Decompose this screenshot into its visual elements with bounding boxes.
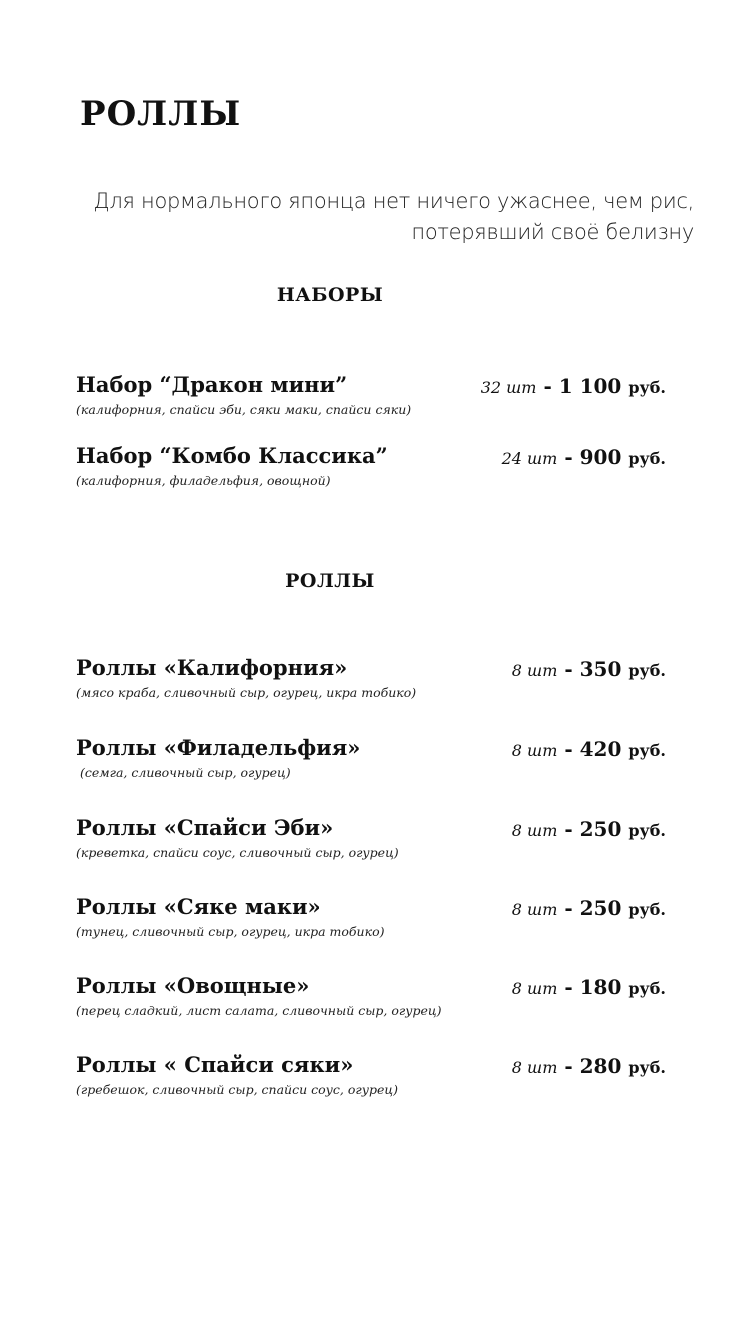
- menu-item-price: [512, 737, 666, 761]
- menu-item-price: [512, 817, 666, 841]
- menu-item: [76, 735, 666, 780]
- menu-item-price-value: 1 100: [558, 374, 622, 398]
- menu-item-description: (калифорния, спайси эби, сяки маки, спайси сяки): [76, 402, 412, 417]
- menu-item-name: Набор “Дракон мини”: [76, 372, 348, 397]
- menu-item-price-value: 280: [579, 1054, 622, 1078]
- menu-item-currency: руб.: [628, 821, 666, 840]
- menu-item-separator: -: [564, 445, 573, 469]
- menu-item: [76, 655, 666, 700]
- menu-item-price-value: 250: [579, 896, 622, 920]
- menu-item: [76, 1052, 666, 1097]
- menu-item-price: [512, 1054, 666, 1078]
- menu-item-description: (калифорния, филадельфия, овощной): [76, 473, 331, 488]
- menu-item-price: [512, 975, 666, 999]
- menu-item-name: Роллы «Филадельфия»: [76, 735, 361, 760]
- menu-item-price: [512, 896, 666, 920]
- menu-item-name: Роллы «Овощные»: [76, 973, 310, 998]
- menu-item-name: Набор “Комбо Классика”: [76, 443, 388, 468]
- menu-item-price: [502, 445, 666, 469]
- menu-item-price-value: 350: [579, 657, 622, 681]
- menu-item-description: (мясо краба, сливочный сыр, огурец, икра тобико): [76, 685, 417, 700]
- menu-item-description: (семга, сливочный сыр, огурец): [80, 765, 291, 780]
- page-quote: Для нормального японца нет ничего ужаснее, чем рис, потерявший своё белизну: [93, 189, 694, 244]
- menu-item-quantity: 32 шт: [480, 378, 537, 397]
- menu-item-quantity: 8 шт: [511, 821, 558, 840]
- menu-item-price: [481, 374, 666, 398]
- menu-item: [76, 443, 666, 488]
- menu-item-separator: -: [564, 896, 573, 920]
- menu-item-quantity: 8 шт: [511, 900, 558, 919]
- menu-item-currency: руб.: [628, 1058, 666, 1077]
- menu-item-price-value: 420: [579, 737, 622, 761]
- menu-item-description: (креветка, спайси соус, сливочный сыр, огурец): [76, 845, 399, 860]
- menu-item-name: Роллы «Спайси Эби»: [76, 815, 334, 840]
- menu-item-name: Роллы « Спайси сяки»: [76, 1052, 354, 1077]
- menu-item-separator: -: [543, 374, 552, 398]
- menu-item-currency: руб.: [628, 741, 666, 760]
- menu-item-separator: -: [564, 1054, 573, 1078]
- menu-item-name: Роллы «Калифорния»: [76, 655, 348, 680]
- menu-item-currency: руб.: [628, 661, 666, 680]
- menu-item-currency: руб.: [628, 900, 666, 919]
- menu-item-price-value: 180: [579, 975, 622, 999]
- menu-item-price: [512, 657, 666, 681]
- menu-item-quantity: 8 шт: [511, 979, 558, 998]
- menu-item-currency: руб.: [628, 378, 666, 397]
- menu-item: [76, 973, 666, 1018]
- menu-item-quantity: 8 шт: [511, 661, 558, 680]
- menu-item-currency: руб.: [628, 449, 666, 468]
- menu-item-quantity: 8 шт: [511, 1058, 558, 1077]
- menu-item-description: (тунец, сливочный сыр, огурец, икра тобико): [76, 924, 385, 939]
- section-title-sets: НАБОРЫ: [276, 284, 384, 306]
- menu-item-separator: -: [564, 817, 573, 841]
- menu-item-quantity: 24 шт: [501, 449, 558, 468]
- menu-item: [76, 894, 666, 939]
- menu-item-separator: -: [564, 737, 573, 761]
- menu-item-price-value: 250: [579, 817, 622, 841]
- menu-item-description: (гребешок, сливочный сыр, спайси соус, огурец): [76, 1082, 398, 1097]
- menu-item-name: Роллы «Сяке маки»: [76, 894, 321, 919]
- menu-item-quantity: 8 шт: [511, 741, 558, 760]
- menu-item-description: (перец сладкий, лист салата, сливочный сыр, огурец): [76, 1003, 442, 1018]
- menu-item: [76, 815, 666, 860]
- menu-item-separator: -: [564, 975, 573, 999]
- menu-item-separator: -: [564, 657, 573, 681]
- section-title-rolls: РОЛЛЫ: [285, 570, 375, 592]
- menu-item-price-value: 900: [579, 445, 622, 469]
- menu-item-currency: руб.: [628, 979, 666, 998]
- page-title: РОЛЛЫ: [80, 94, 242, 134]
- menu-item: [76, 372, 666, 417]
